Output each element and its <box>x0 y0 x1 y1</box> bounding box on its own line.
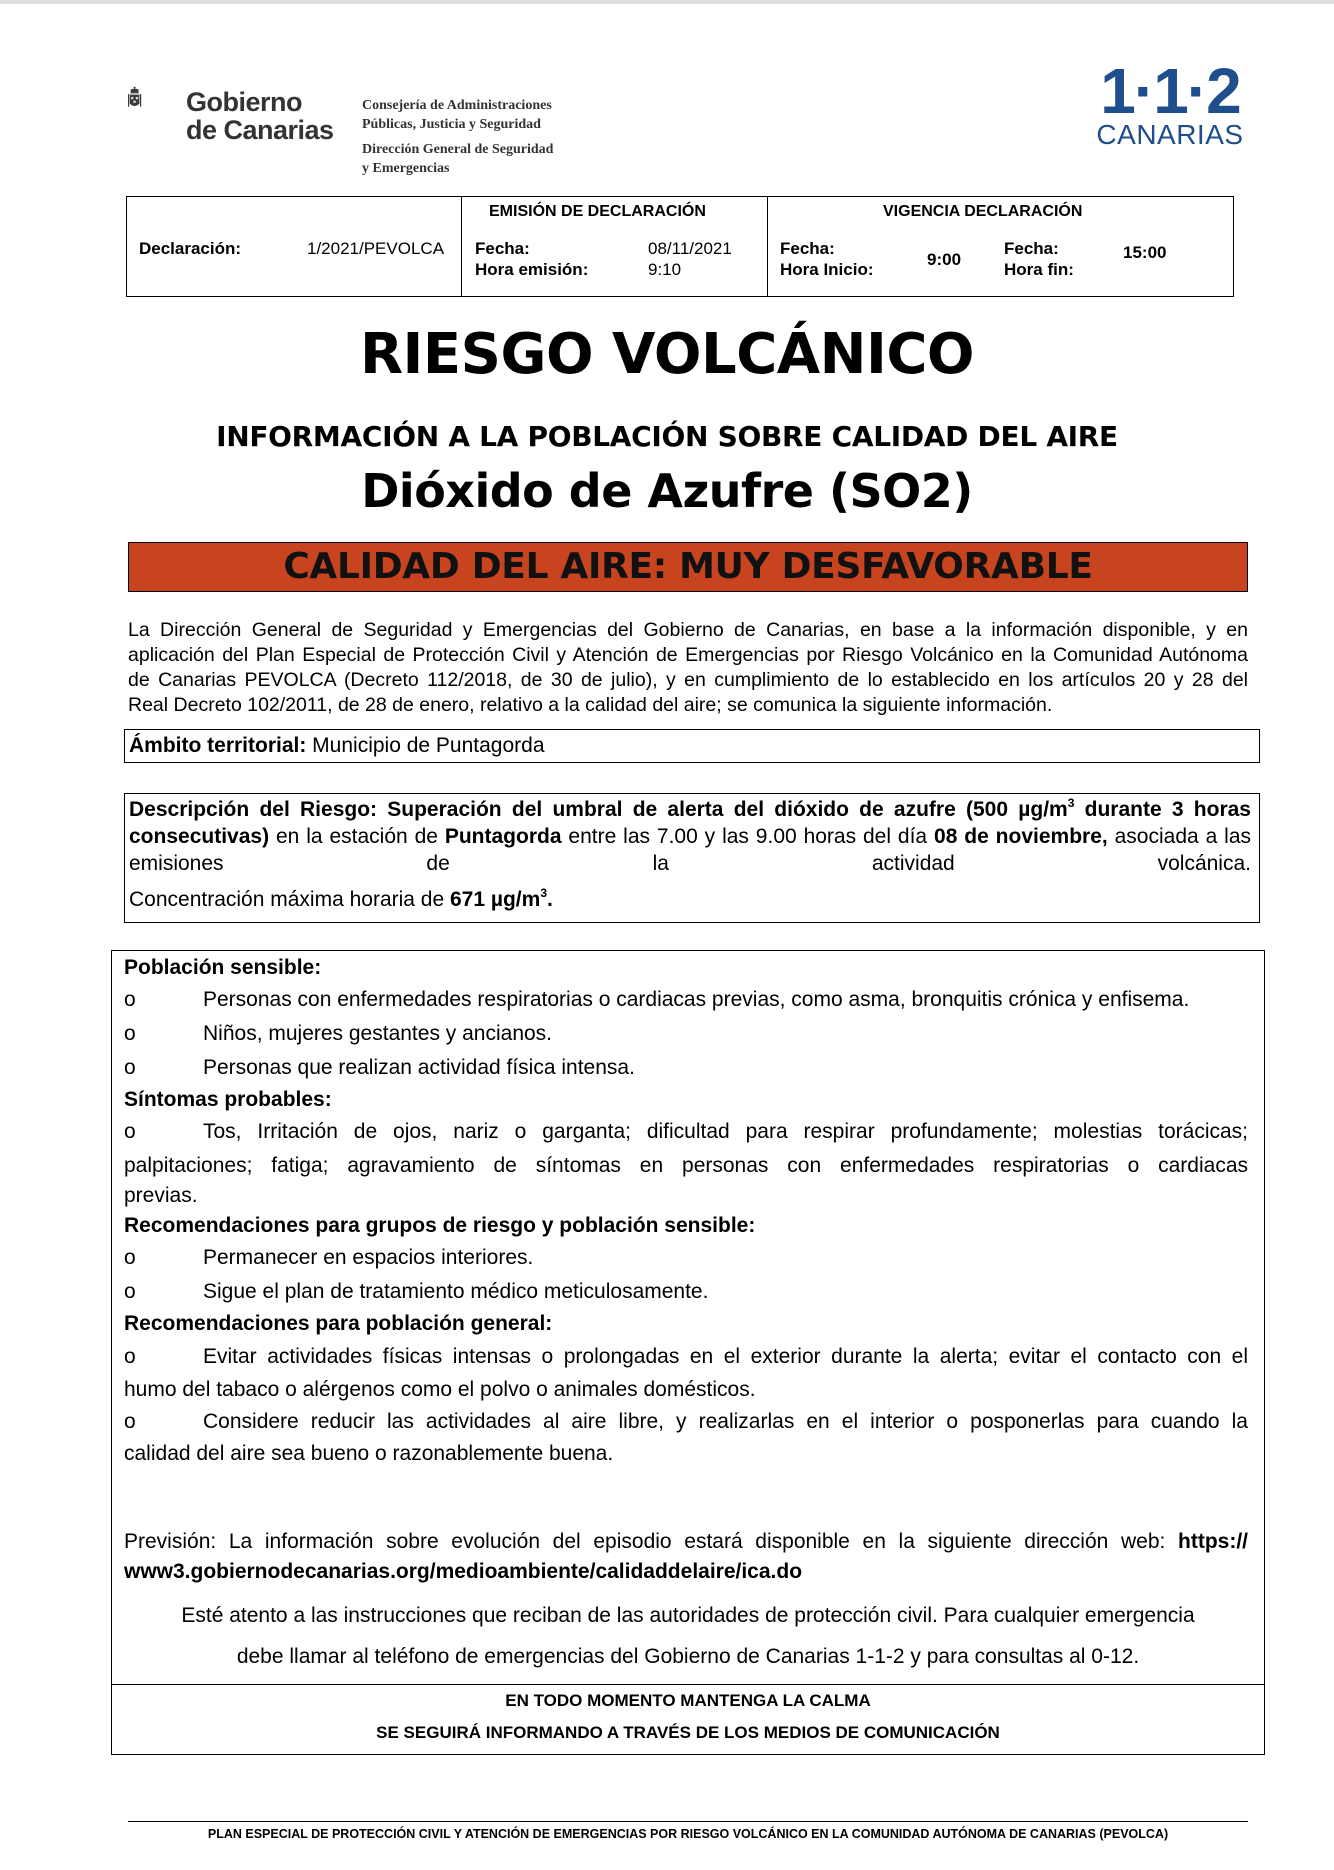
prevision-label: Previsión: <box>124 1530 217 1553</box>
risk-text-b: entre las 7.00 y las 9.00 horas del día <box>561 825 935 848</box>
list-item: o Considere reducir las actividades al aire libre, y realizarlas en el interior o posponerlas para cuando la <box>124 1405 1248 1438</box>
gobierno-line1: Gobierno <box>186 87 302 117</box>
calma-line1: EN TODO MOMENTO MANTENGA LA CALMA <box>505 1691 871 1710</box>
page-subtitle: INFORMACIÓN A LA POBLACIÓN SOBRE CALIDAD DEL AIRE <box>216 420 1118 453</box>
gobierno-canarias-wordmark <box>186 88 334 144</box>
fin-value: 15:00 <box>1123 243 1167 262</box>
intro-paragraph <box>128 618 1248 718</box>
sensible-title: Población sensible: <box>124 956 322 979</box>
list-item-cont: palpitaciones; fatiga; agravamiento de síntomas en personas con enfermedades respiratorias o cardiacas <box>124 1154 1248 1177</box>
calma-line2: SE SEGUIRÁ INFORMANDO A TRAVÉS DE LOS MEDIOS DE COMUNICACIÓN <box>376 1723 1000 1742</box>
logo-112-number: 1·1·2 <box>1100 55 1240 127</box>
prevision-url-start[interactable]: https:// <box>1178 1530 1248 1553</box>
ambito-value: Municipio de Puntagorda <box>306 734 545 757</box>
prevision-line <box>124 1525 1248 1558</box>
gobierno-canarias-crest-icon <box>128 52 188 148</box>
direccion-line1: Dirección General de Seguridad <box>362 142 554 157</box>
fin-hora-label: Hora fin: <box>1004 260 1074 279</box>
list-item-cont: previas. <box>124 1184 198 1207</box>
declaration-value: 1/2021/PEVOLCA <box>307 239 445 258</box>
list-item: o Niños, mujeres gestantes y ancianos. <box>124 1017 1248 1050</box>
risk-threshold-sup: 3 <box>1067 796 1075 810</box>
bullet-icon: o <box>124 1056 136 1079</box>
rec-general-title: Recomendaciones para población general: <box>124 1312 553 1335</box>
risk-station: Puntagorda <box>444 825 562 848</box>
intro-line: de Canarias PEVOLCA (Decreto 112/2018, de 30 de julio), y en cumplimiento de lo establecido en los artículos 20 y 28 del <box>128 669 1248 691</box>
risk-duration: durante 3 horas consecutivas) <box>129 798 1251 848</box>
list-item: o Personas que realizan actividad física intensa. <box>124 1051 1248 1084</box>
list-item: o Permanecer en espacios interiores. <box>124 1241 1248 1274</box>
sintomas-title: Síntomas probables: <box>124 1088 332 1111</box>
ambito-label: Ámbito territorial: <box>129 734 307 757</box>
list-item: o Evitar actividades físicas intensas o prolongadas en el exterior durante la alerta; evitar el contacto con el <box>124 1340 1248 1373</box>
prevision-url-link[interactable]: www3.gobiernodecanarias.org/medioambiente/calidaddelaire/ica.do <box>124 1560 803 1583</box>
gobierno-line2: de Canarias <box>186 115 334 145</box>
inicio-hora-label: Hora Inicio: <box>780 260 874 279</box>
consejeria-line2: Públicas, Justicia y Seguridad <box>362 117 541 132</box>
conc-end: . <box>547 888 553 911</box>
footer-text: PLAN ESPECIAL DE PROTECCIÓN CIVIL Y ATENCIÓN DE EMERGENCIAS POR RIESGO VOLCÁNICO EN LA COMUNIDAD AUTÓNOMA DE CANARIAS (PEVOLCA) <box>207 1827 1169 1841</box>
inicio-value: 9:00 <box>927 250 962 269</box>
bullet-icon: o <box>124 988 136 1011</box>
emision-hora-label: Hora emisión: <box>475 260 589 279</box>
list-item-cont: humo del tabaco o alérgenos como el polvo o animales domésticos. <box>124 1378 756 1401</box>
fin-fecha-label: Fecha: <box>1004 239 1059 258</box>
intro-line: La Dirección General de Seguridad y Emergencias del Gobierno de Canarias, en base a la información disponible, y en <box>128 619 1248 641</box>
bullet-icon: o <box>124 1120 136 1143</box>
inicio-fecha-label: Fecha: <box>780 239 835 258</box>
risk-text-a: en la estación de <box>269 825 445 848</box>
list-item-cont: calidad del aire sea bueno o razonablemente buena. <box>124 1442 614 1465</box>
bullet-icon: o <box>124 1280 136 1303</box>
atento-line1: Esté atento a las instrucciones que reciban de las autoridades de protección civil. Para cualquier emergencia <box>181 1604 1195 1627</box>
bullet-icon: o <box>124 1022 136 1045</box>
bullet-icon: o <box>124 1246 136 1269</box>
list-item: o Tos, Irritación de ojos, nariz o garganta; dificultad para respirar profundamente; molestias torácicas; <box>124 1115 1248 1148</box>
risk-description-box <box>124 793 1260 923</box>
prevision-text: La información sobre evolución del episodio estará disponible en la siguiente dirección web: <box>216 1530 1179 1553</box>
population-info-box <box>111 950 1265 1755</box>
emision-hora-value: 9:10 <box>648 260 682 279</box>
rec-riesgo-title: Recomendaciones para grupos de riesgo y población sensible: <box>124 1214 756 1237</box>
emision-fecha-label: Fecha: <box>475 239 530 258</box>
pollutant-title: Dióxido de Azufre (SO2) <box>361 464 973 518</box>
consejeria-line1: Consejería de Administraciones <box>362 98 552 113</box>
intro-line: aplicación del Plan Especial de Protección Civil y Atención de Emergencias por Riesgo Volcánico en la Comunidad Autónoma <box>128 644 1248 666</box>
conc-text: Concentración máxima horaria de <box>129 888 450 911</box>
logo-112-region: CANARIAS <box>1096 119 1244 150</box>
ambito-territorial-box <box>124 729 1260 763</box>
risk-description-text <box>129 796 1251 877</box>
list-item: o Personas con enfermedades respiratorias o cardiacas previas, como asma, bronquitis crónica y enfisema. <box>124 983 1248 1016</box>
bullet-icon: o <box>124 1345 136 1368</box>
air-quality-banner: CALIDAD DEL AIRE: MUY DESFAVORABLE <box>128 542 1248 592</box>
risk-label: Descripción del Riesgo: <box>129 798 378 821</box>
footer-divider <box>128 1821 1248 1822</box>
logo-112-canarias <box>1096 55 1244 150</box>
bullet-icon: o <box>124 1410 136 1433</box>
conc-value: 671 µg/m <box>450 888 541 911</box>
emision-title: EMISIÓN DE DECLARACIÓN <box>489 203 706 220</box>
max-concentration <box>129 886 553 913</box>
consejeria-block <box>362 96 553 178</box>
intro-line: Real Decreto 102/2011, de 28 de enero, relativo a la calidad del aire; se comunica la siguiente información. <box>128 694 1053 716</box>
list-item: o Sigue el plan de tratamiento médico meticulosamente. <box>124 1275 1248 1308</box>
risk-threshold: Superación del umbral de alerta del dióxido de azufre (500 µg/m <box>377 798 1068 821</box>
page-title: RIESGO VOLCÁNICO <box>359 322 975 387</box>
atento-line2: debe llamar al teléfono de emergencias del Gobierno de Canarias 1-1-2 y para consultas al 0-12. <box>236 1645 1140 1668</box>
page-top-edge <box>0 0 1334 4</box>
declaration-table <box>126 196 1234 297</box>
direccion-line2: y Emergencias <box>362 161 450 176</box>
emision-fecha-value: 08/11/2021 <box>648 239 732 258</box>
conc-sup: 3 <box>540 886 547 900</box>
risk-text-c: asociada a las emisiones de la actividad volcánica. <box>129 825 1251 875</box>
vigencia-title: VIGENCIA DECLARACIÓN <box>883 203 1083 220</box>
risk-day: 08 de noviembre, <box>934 825 1108 848</box>
declaration-label: Declaración: <box>139 239 242 258</box>
